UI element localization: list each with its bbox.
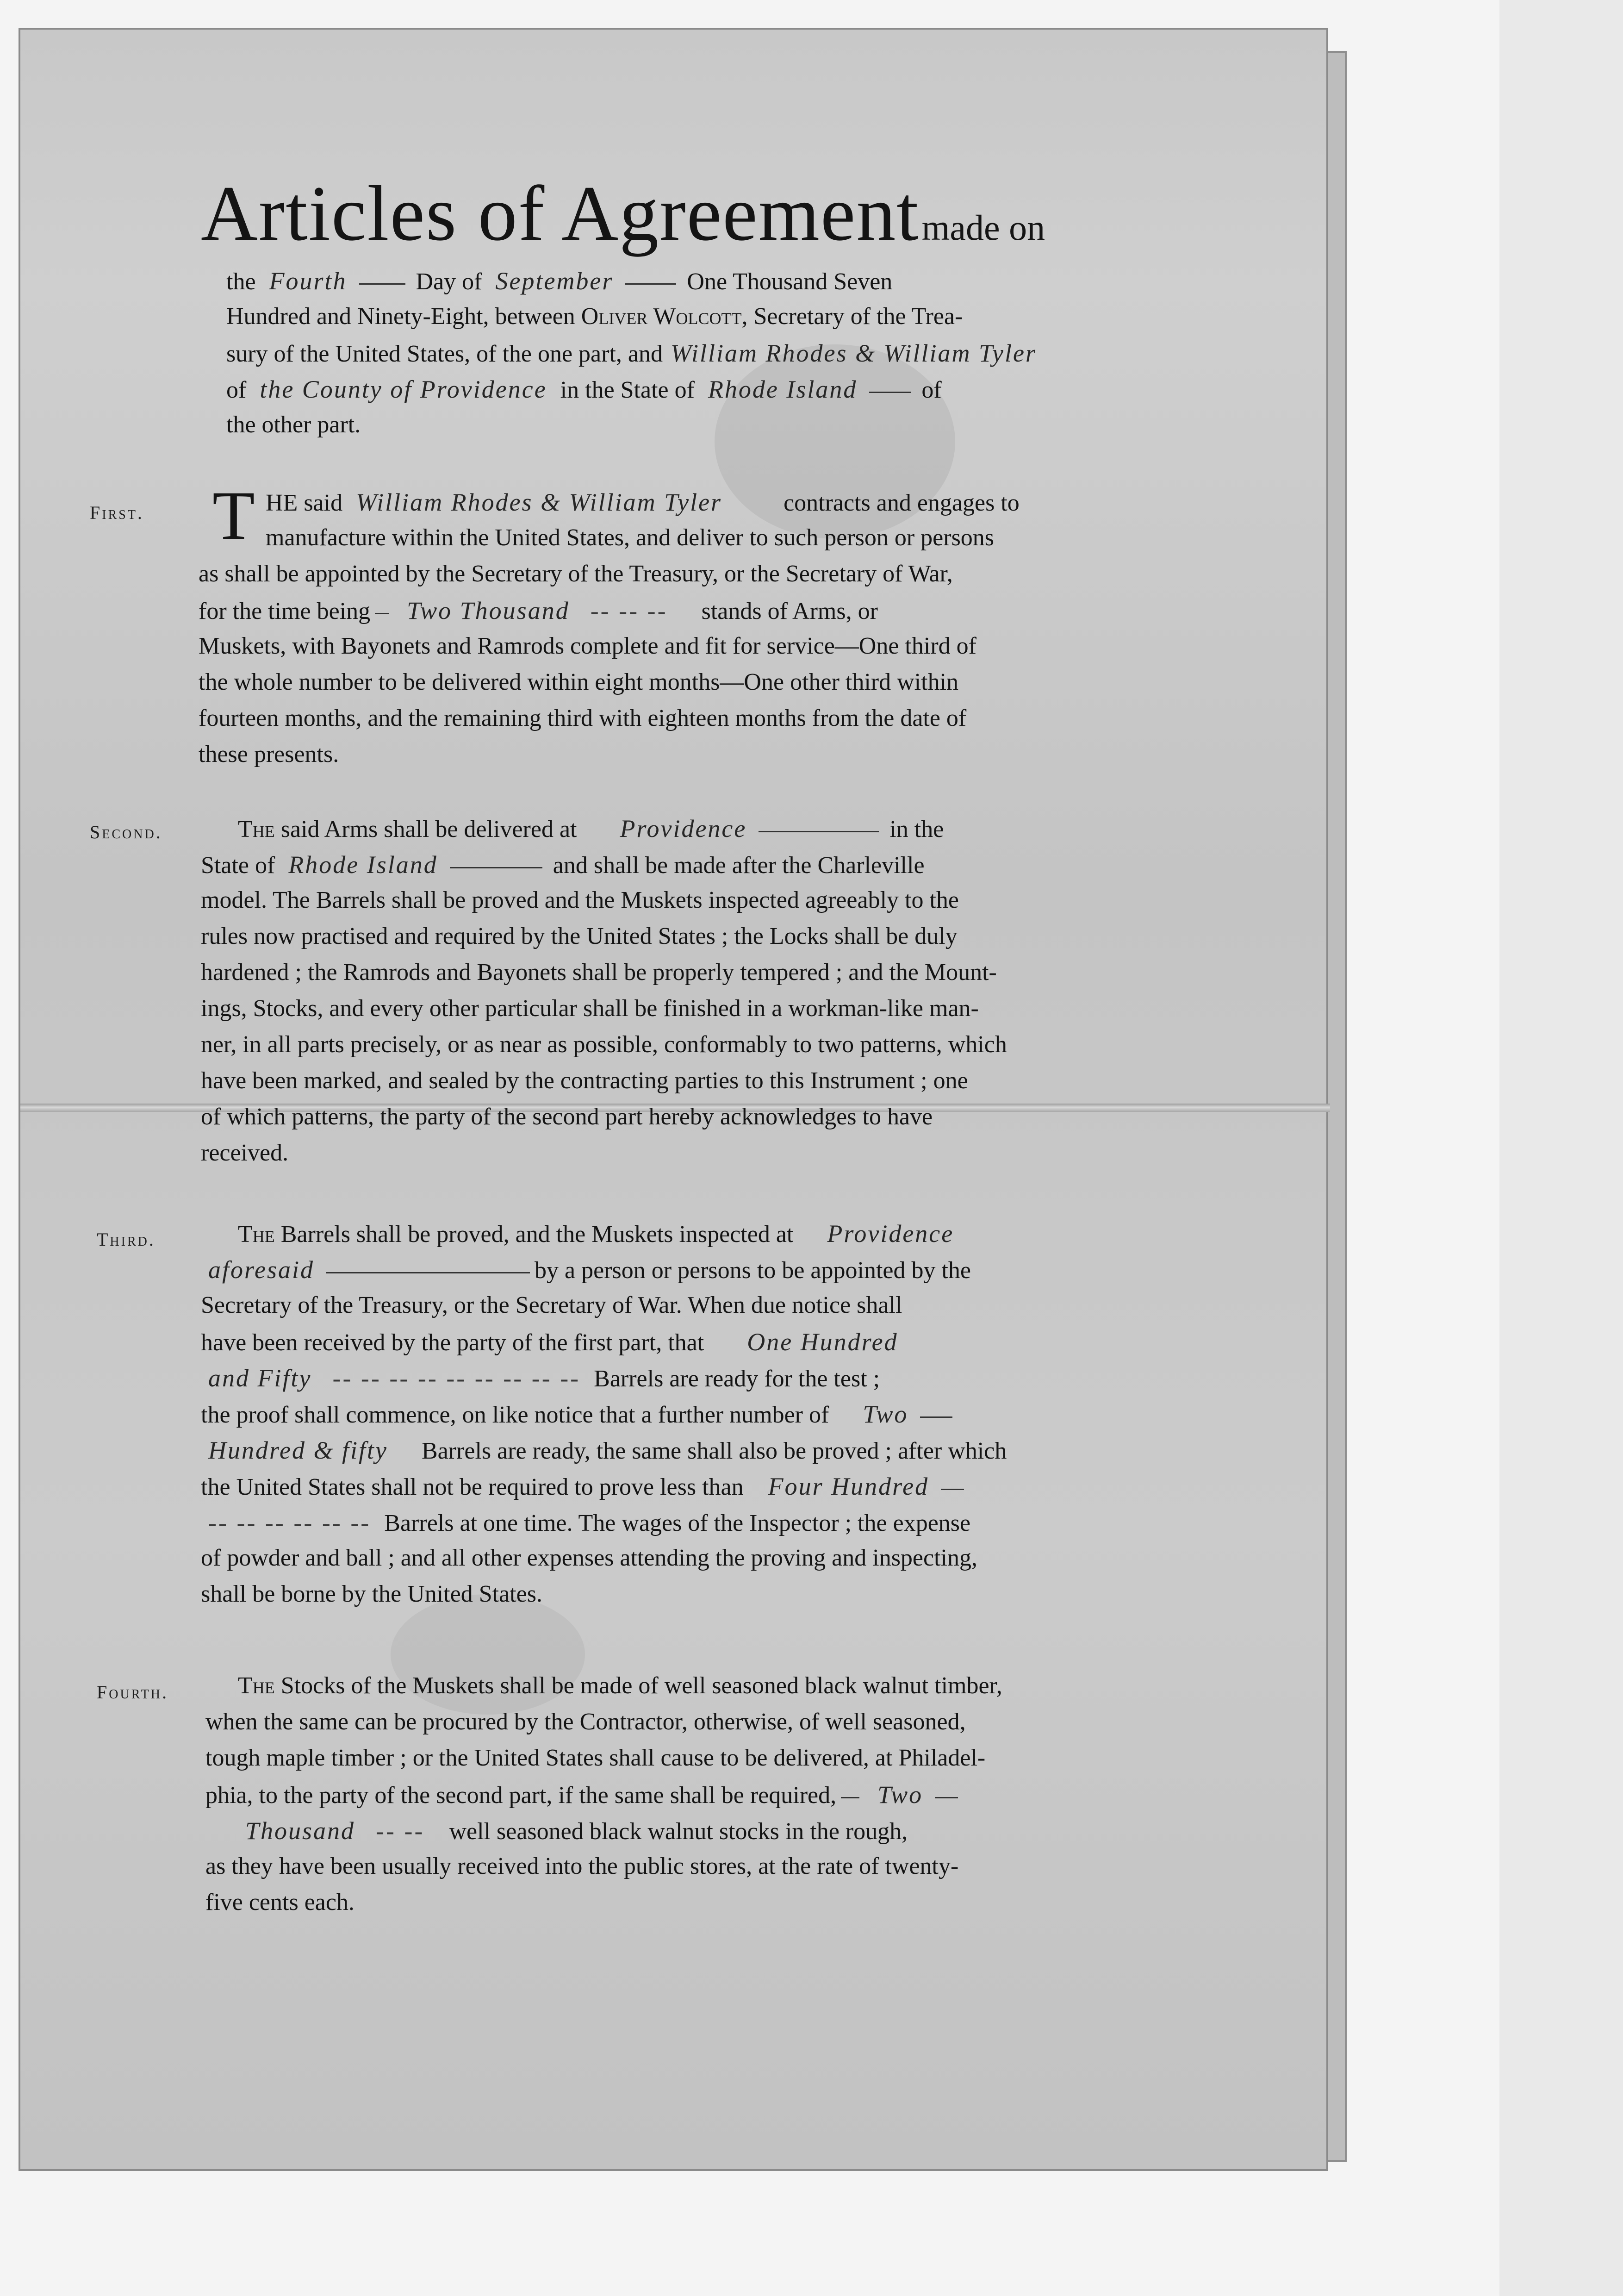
second-line-5: hardened ; the Ramrods and Bayonets shall be properly tempered ; and the Mount- [201, 959, 997, 986]
fourth-line-6: as they have been usually received into the public stores, at the rate of twenty- [205, 1853, 959, 1879]
first-line-8: these presents. [199, 741, 339, 767]
second-line-9: of which patterns, the party of the second part hereby acknowledges to have [201, 1104, 933, 1130]
first-line-2: manufacture within the United States, and deliver to such person or persons [266, 524, 995, 551]
handwritten-state: Rhode Island [288, 851, 438, 879]
fourth-line-1: The Stocks of the Muskets shall be made of well seasoned black walnut timber, [238, 1672, 1002, 1699]
article-label-fourth: Fourth. [97, 1682, 169, 1703]
article-label-second: Second. [90, 822, 162, 842]
fourth-line-7: five cents each. [205, 1889, 354, 1915]
handwritten-place: Providence [827, 1220, 954, 1248]
handwritten-quantity: Two [877, 1781, 923, 1809]
title-main: Articles of Agreement [201, 170, 920, 257]
first-line-6: the whole number to be delivered within eight months—One other third within [199, 669, 959, 695]
handwritten-aforesaid: aforesaid [208, 1256, 314, 1284]
second-line-7: ner, in all parts precisely, or as near as possible, conformably to two patterns, which [201, 1031, 1007, 1058]
document-title [201, 168, 1045, 259]
handwritten-quantity: Two [863, 1400, 908, 1428]
second-line-6: ings, Stocks, and every other particular shall be finished in a workman-like man- [201, 995, 979, 1022]
second-line-10: received. [201, 1140, 289, 1166]
fourth-line-3: tough maple timber ; or the United States shall cause to be delivered, at Philadel- [205, 1745, 986, 1771]
blank-line [326, 1272, 530, 1273]
third-line-9: -- -- -- -- -- -- Barrels at one time. The wages of the Inspector ; the expense [208, 1509, 971, 1536]
second-line-3: model. The Barrels shall be proved and the Muskets inspected agreeably to the [201, 887, 959, 913]
article-label-third: Third. [97, 1229, 155, 1250]
blank-line [841, 1797, 859, 1798]
second-line-8: have been marked, and sealed by the contracting parties to this Instrument ; one [201, 1067, 968, 1094]
title-tail: made on [921, 207, 1045, 248]
handwritten-month: September [495, 267, 614, 295]
handwritten-party: William Rhodes & William Tyler [670, 339, 1037, 367]
scan-backdrop-right [1499, 0, 1623, 2296]
blank-line [869, 392, 911, 393]
handwritten-quantity: One Hundred [747, 1328, 898, 1356]
handwritten-state: Rhode Island [708, 375, 858, 403]
blank-line [935, 1797, 958, 1798]
third-line-11: shall be borne by the United States. [201, 1581, 542, 1607]
fourth-line-2: when the same can be procured by the Contractor, otherwise, of well seasoned, [205, 1709, 966, 1735]
handwritten-party: William Rhodes & William Tyler [356, 488, 722, 516]
third-line-4: have been received by the party of the first part, that One Hundred [201, 1328, 898, 1356]
preamble-line-5: the other part. [226, 412, 361, 438]
third-line-3: Secretary of the Treasury, or the Secretary of War. When due notice shall [201, 1292, 902, 1318]
handwritten-place: Providence [620, 815, 747, 842]
first-line-1: HE said William Rhodes & William Tyler contracts and engages to [266, 488, 1020, 516]
preamble-line-1: the Fourth Day of September One Thousand Seven [226, 267, 893, 295]
third-line-5: and Fifty -- -- -- -- -- -- -- -- -- Barrels are ready for the test ; [208, 1364, 880, 1392]
blank-line [941, 1489, 964, 1490]
handwritten-quantity: Hundred & fifty [208, 1436, 388, 1464]
second-line-2: State of Rhode Island and shall be made after the Charleville [201, 851, 925, 879]
drop-cap: T [212, 477, 255, 554]
agreement-document [19, 28, 1328, 2171]
blank-line [359, 283, 405, 285]
handwritten-quantity: Four Hundred [768, 1472, 929, 1500]
blank-line [450, 867, 542, 868]
third-line-2: aforesaid by a person or persons to be appointed by the [208, 1256, 971, 1284]
second-line-4: rules now practised and required by the United States ; the Locks shall be duly [201, 923, 958, 949]
blank-line [920, 1416, 952, 1418]
second-line-1: The said Arms shall be delivered at Providence in the [238, 815, 944, 842]
handwritten-day: Fourth [269, 267, 347, 295]
third-line-1: The Barrels shall be proved, and the Muskets inspected at Providence [238, 1220, 954, 1248]
blank-line [375, 613, 389, 614]
name-oliver-wolcott: Oliver Wolcott [581, 303, 742, 330]
first-line-5: Muskets, with Bayonets and Ramrods complete and fit for service—One third of [199, 633, 976, 659]
blank-line [625, 283, 676, 285]
article-label-first: First. [90, 502, 144, 523]
third-line-10: of powder and ball ; and all other expenses attending the proving and inspecting, [201, 1545, 977, 1571]
third-line-7: Hundred & fifty Barrels are ready, the same shall also be proved ; after which [208, 1436, 1007, 1464]
first-line-3: as shall be appointed by the Secretary of the Treasury, or the Secretary of War, [199, 561, 953, 587]
handwritten-county: the County of Providence [260, 375, 547, 403]
blank-line [759, 831, 879, 832]
fourth-line-4: phia, to the party of the second part, if the same shall be required, Two [205, 1780, 963, 1809]
third-line-6: the proof shall commence, on like notice that a further number of Two [201, 1400, 957, 1429]
preamble-line-4: of the County of Providence in the State of Rhode Island of [226, 375, 942, 403]
handwritten-quantity: Two Thousand [407, 597, 570, 624]
first-line-7: fourteen months, and the remaining third with eighteen months from the date of [199, 705, 967, 731]
first-line-4: for the time being Two Thousand -- -- -- stands of Arms, or [199, 597, 878, 624]
handwritten-quantity: and Fifty [208, 1364, 312, 1392]
fourth-line-5: Thousand -- -- well seasoned black walnut stocks in the rough, [245, 1817, 908, 1845]
handwritten-quantity: Thousand [245, 1817, 355, 1845]
preamble-line-2: Hundred and Ninety-Eight, between Oliver Wolcott, Secretary of the Trea- [226, 303, 963, 330]
third-line-8: the United States shall not be required to prove less than Four Hundred [201, 1472, 969, 1501]
preamble-line-3: sury of the United States, of the one part, and William Rhodes & William Tyler [226, 339, 1037, 367]
